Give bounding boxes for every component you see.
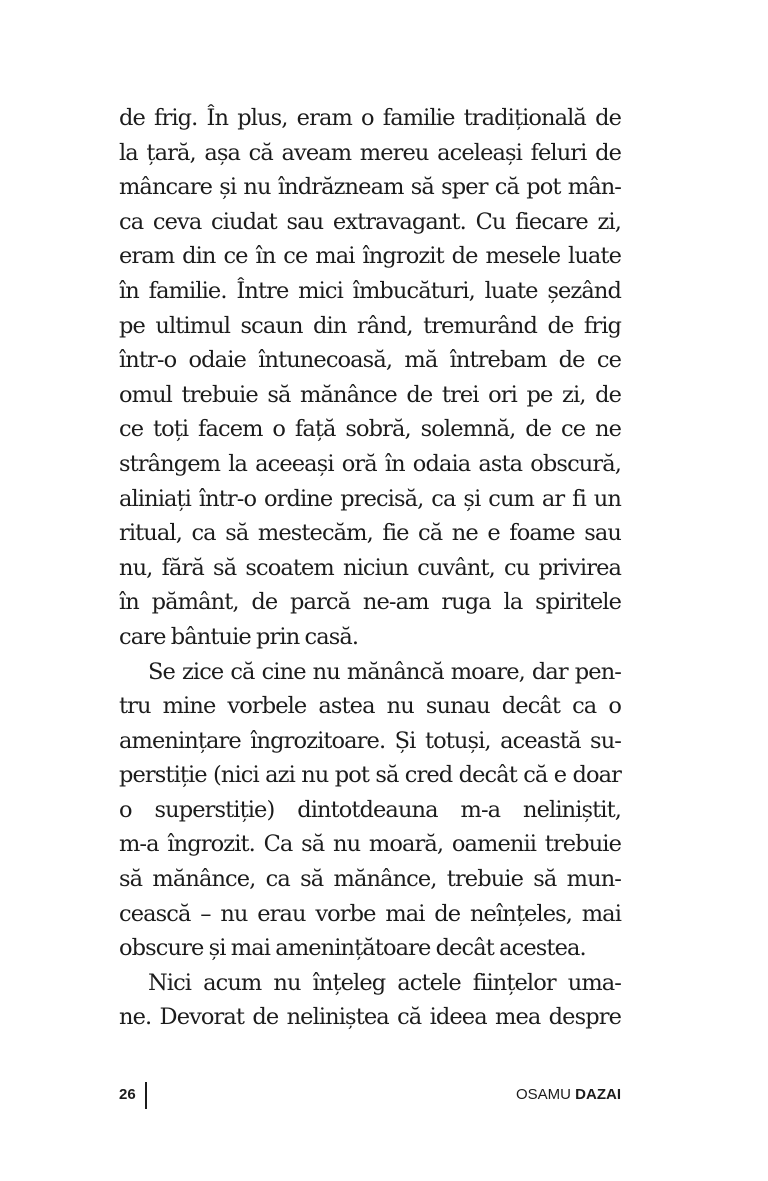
text-line: nu, fără să scoatem niciun cuvânt, cu privirea (119, 554, 621, 581)
text-line: pe ultimul scaun din rând, tremurând de frig (119, 312, 621, 339)
text-line: ne. Devorat de neliniștea că ideea mea despre (119, 1004, 621, 1031)
text-line: la țară, așa că aveam mereu aceleași feluri de (119, 139, 621, 166)
page-number: 26 (119, 1086, 136, 1103)
footer-divider (145, 1082, 147, 1109)
text-line: mâncare și nu îndrăzneam să sper că pot mân- (119, 174, 621, 201)
page-footer (119, 1082, 621, 1110)
text-line: tru mine vorbele astea nu sunau decât ca o (119, 693, 621, 720)
text-line: obscure și mai amenințătoare decât acestea. (119, 935, 586, 962)
running-head (516, 1086, 621, 1103)
text-line: care bântuie prin casă. (119, 623, 359, 650)
author-first-name: OSAMU (515, 1086, 571, 1103)
text-line: Nici acum nu înțeleg actele ființelor uma- (148, 969, 621, 996)
text-line: omul trebuie să mănânce de trei ori pe zi, de (119, 381, 621, 408)
text-line: ritual, ca să mestecăm, fie că ne e foame sau (119, 520, 621, 547)
text-line: într-o odaie întunecoasă, mă întrebam de ce (119, 347, 621, 374)
text-line: eram din ce în ce mai îngrozit de mesele luate (119, 243, 621, 270)
body-text (119, 101, 621, 1035)
text-line: m-a îngrozit. Ca să nu moară, oamenii trebuie (119, 831, 621, 858)
text-line: de frig. În plus, eram o familie tradițională de (119, 105, 621, 131)
text-line: strângem la aceeași oră în odaia asta obscură, (119, 450, 621, 477)
text-line: ce toți facem o față sobră, solemnă, de ce ne (119, 416, 621, 443)
text-line: amenințare îngrozitoare. Și totuși, această su- (119, 727, 621, 754)
text-line: Se zice că cine nu mănâncă moare, dar pen- (148, 658, 621, 685)
text-line: aliniați într-o ordine precisă, ca și cum ar fi un (119, 485, 621, 512)
author-last-name: DAZAI (575, 1086, 621, 1103)
text-line: perstiție (nici azi nu pot să cred decât că e doar (119, 762, 621, 789)
text-line: să mănânce, ca să mănânce, trebuie să mun- (119, 866, 621, 893)
text-line: cească – nu erau vorbe mai de neînțeles, mai (119, 900, 621, 927)
text-line: ca ceva ciudat sau extravagant. Cu fiecare zi, (119, 208, 621, 235)
text-line: în familie. Între mici îmbucături, luate șezând (119, 277, 621, 304)
text-line: o superstiție) dintotdeauna m-a neliniștit, (119, 796, 621, 823)
text-line: în pământ, de parcă ne-am ruga la spiritele (119, 589, 621, 616)
